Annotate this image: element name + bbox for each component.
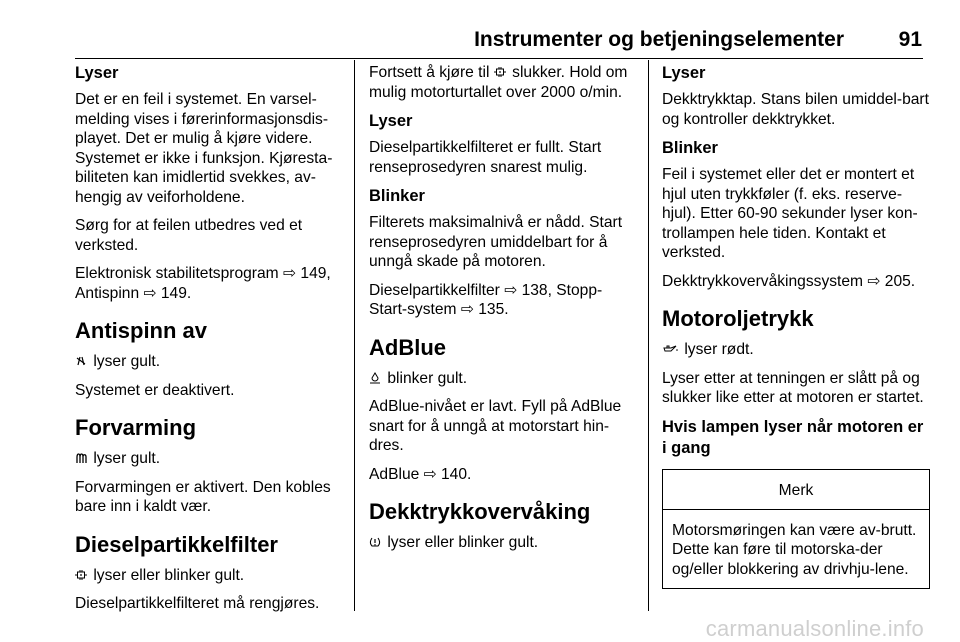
section-heading: Blinker	[662, 139, 718, 157]
indicator-status: blinker gult.	[387, 369, 468, 387]
header-rule	[75, 58, 923, 59]
indicator-status: lyser eller blinker gult.	[93, 566, 245, 584]
paragraph: Sørg for at feilen utbedres ved et verksted.	[75, 217, 303, 254]
indicator-line	[75, 449, 343, 469]
column-1	[75, 63, 343, 623]
section-title: AdBlue	[369, 334, 446, 360]
indicator-line	[369, 369, 637, 389]
cross-reference: Elektronisk stabilitetsprogram ⇨ 149, Antispinn ⇨ 149.	[75, 265, 331, 302]
indicator-status: lyser eller blinker gult.	[387, 534, 539, 551]
indicator-line	[75, 352, 343, 372]
cross-reference: Dieselpartikkelfilter ⇨ 138, Stopp-Start-system ⇨ 135.	[369, 281, 603, 318]
paragraph: AdBlue-nivået er lavt. Fyll på AdBlue snart for å unngå at motorstart hin-dres.	[369, 398, 622, 454]
cross-reference: AdBlue ⇨ 140.	[369, 465, 472, 483]
indicator-status: lyser rødt.	[684, 341, 754, 358]
paragraph: Dieselpartikkelfilteret er fullt. Start renseprosedyren snarest mulig.	[369, 139, 602, 176]
indicator-line	[369, 533, 637, 553]
section-title: Antispinn av	[75, 318, 208, 343]
section-heading: Blinker	[369, 187, 425, 205]
section-title: Dekktrykkovervåking	[369, 499, 591, 524]
paragraph: Systemet er deaktivert.	[75, 381, 235, 399]
column-divider	[354, 60, 355, 611]
section-title: Motoroljetrykk	[662, 306, 814, 331]
page-number: 91	[898, 28, 922, 51]
adblue-icon	[369, 372, 381, 384]
paragraph: Filterets maksimalnivå er nådd. Start renseprosedyren umiddelbart for å unngå skade på motoren.	[369, 214, 623, 270]
cross-reference: Dekktrykkovervåkingssystem ⇨ 205.	[662, 272, 916, 290]
note-title: Merk	[663, 470, 929, 510]
glow-plug-icon	[75, 452, 87, 464]
text-run: slukker. Hold om mulig motorturtallet over 2000 o/min.	[369, 64, 628, 101]
watermark: carmanualsonline.info	[705, 616, 924, 641]
column-3	[662, 63, 930, 589]
traction-control-off-icon	[75, 355, 87, 367]
section-title: Dieselpartikkelfilter	[75, 531, 278, 557]
paragraph: Dieselpartikkelfilteret må rengjøres.	[75, 595, 320, 612]
column-divider	[648, 60, 649, 611]
paragraph: Dekktrykktap. Stans bilen umiddel-bart og kontroller dekktrykket.	[662, 91, 929, 128]
paragraph: Lyser etter at tenningen er slått på og slukker like etter at motoren er startet.	[662, 369, 924, 406]
section-heading: Hvis lampen lyser når motoren er i gang	[662, 417, 924, 457]
paragraph: Forvarmingen er aktivert. Den kobles bare inn i kaldt vær.	[75, 478, 331, 515]
note-box	[662, 469, 930, 590]
indicator-status: lyser gult.	[93, 353, 161, 370]
text-run: Fortsett å kjøre til	[369, 64, 490, 81]
section-heading: Lyser	[75, 64, 119, 82]
header-title: Instrumenter og betjeningselementer	[474, 28, 844, 51]
tire-pressure-icon	[369, 536, 381, 548]
section-heading: Lyser	[369, 112, 413, 130]
paragraph: Feil i systemet eller det er montert et hjul uten trykkføler (f. eks. reserve-hjul). Etter 60-90 sekunder lyser kon-trollampen hele tiden. Kontakt et verksted.	[662, 166, 918, 261]
indicator-line	[662, 340, 930, 360]
oil-can-icon	[662, 343, 678, 355]
paragraph: Det er en feil i systemet. En varsel-melding vises i førerinformasjonsdis-playet. Det er mulig å kjøre videre. Systemet er ikke i funksjon. Kjøresta-biliteten kan imidlertid svekkes, av-hengig av veiforholdene.	[75, 91, 333, 206]
particle-filter-icon	[75, 569, 87, 581]
note-text: Motorsmøringen kan være av-brutt. Dette kan føre til motorska-der og/eller blokkering av drivhju-lene.	[672, 521, 917, 578]
indicator-status: lyser gult.	[93, 450, 161, 467]
paragraph	[369, 63, 637, 102]
section-title: Forvarming	[75, 415, 197, 440]
particle-filter-icon	[494, 66, 506, 78]
column-2	[369, 63, 637, 562]
section-heading: Lyser	[662, 64, 706, 82]
indicator-line	[75, 566, 343, 586]
